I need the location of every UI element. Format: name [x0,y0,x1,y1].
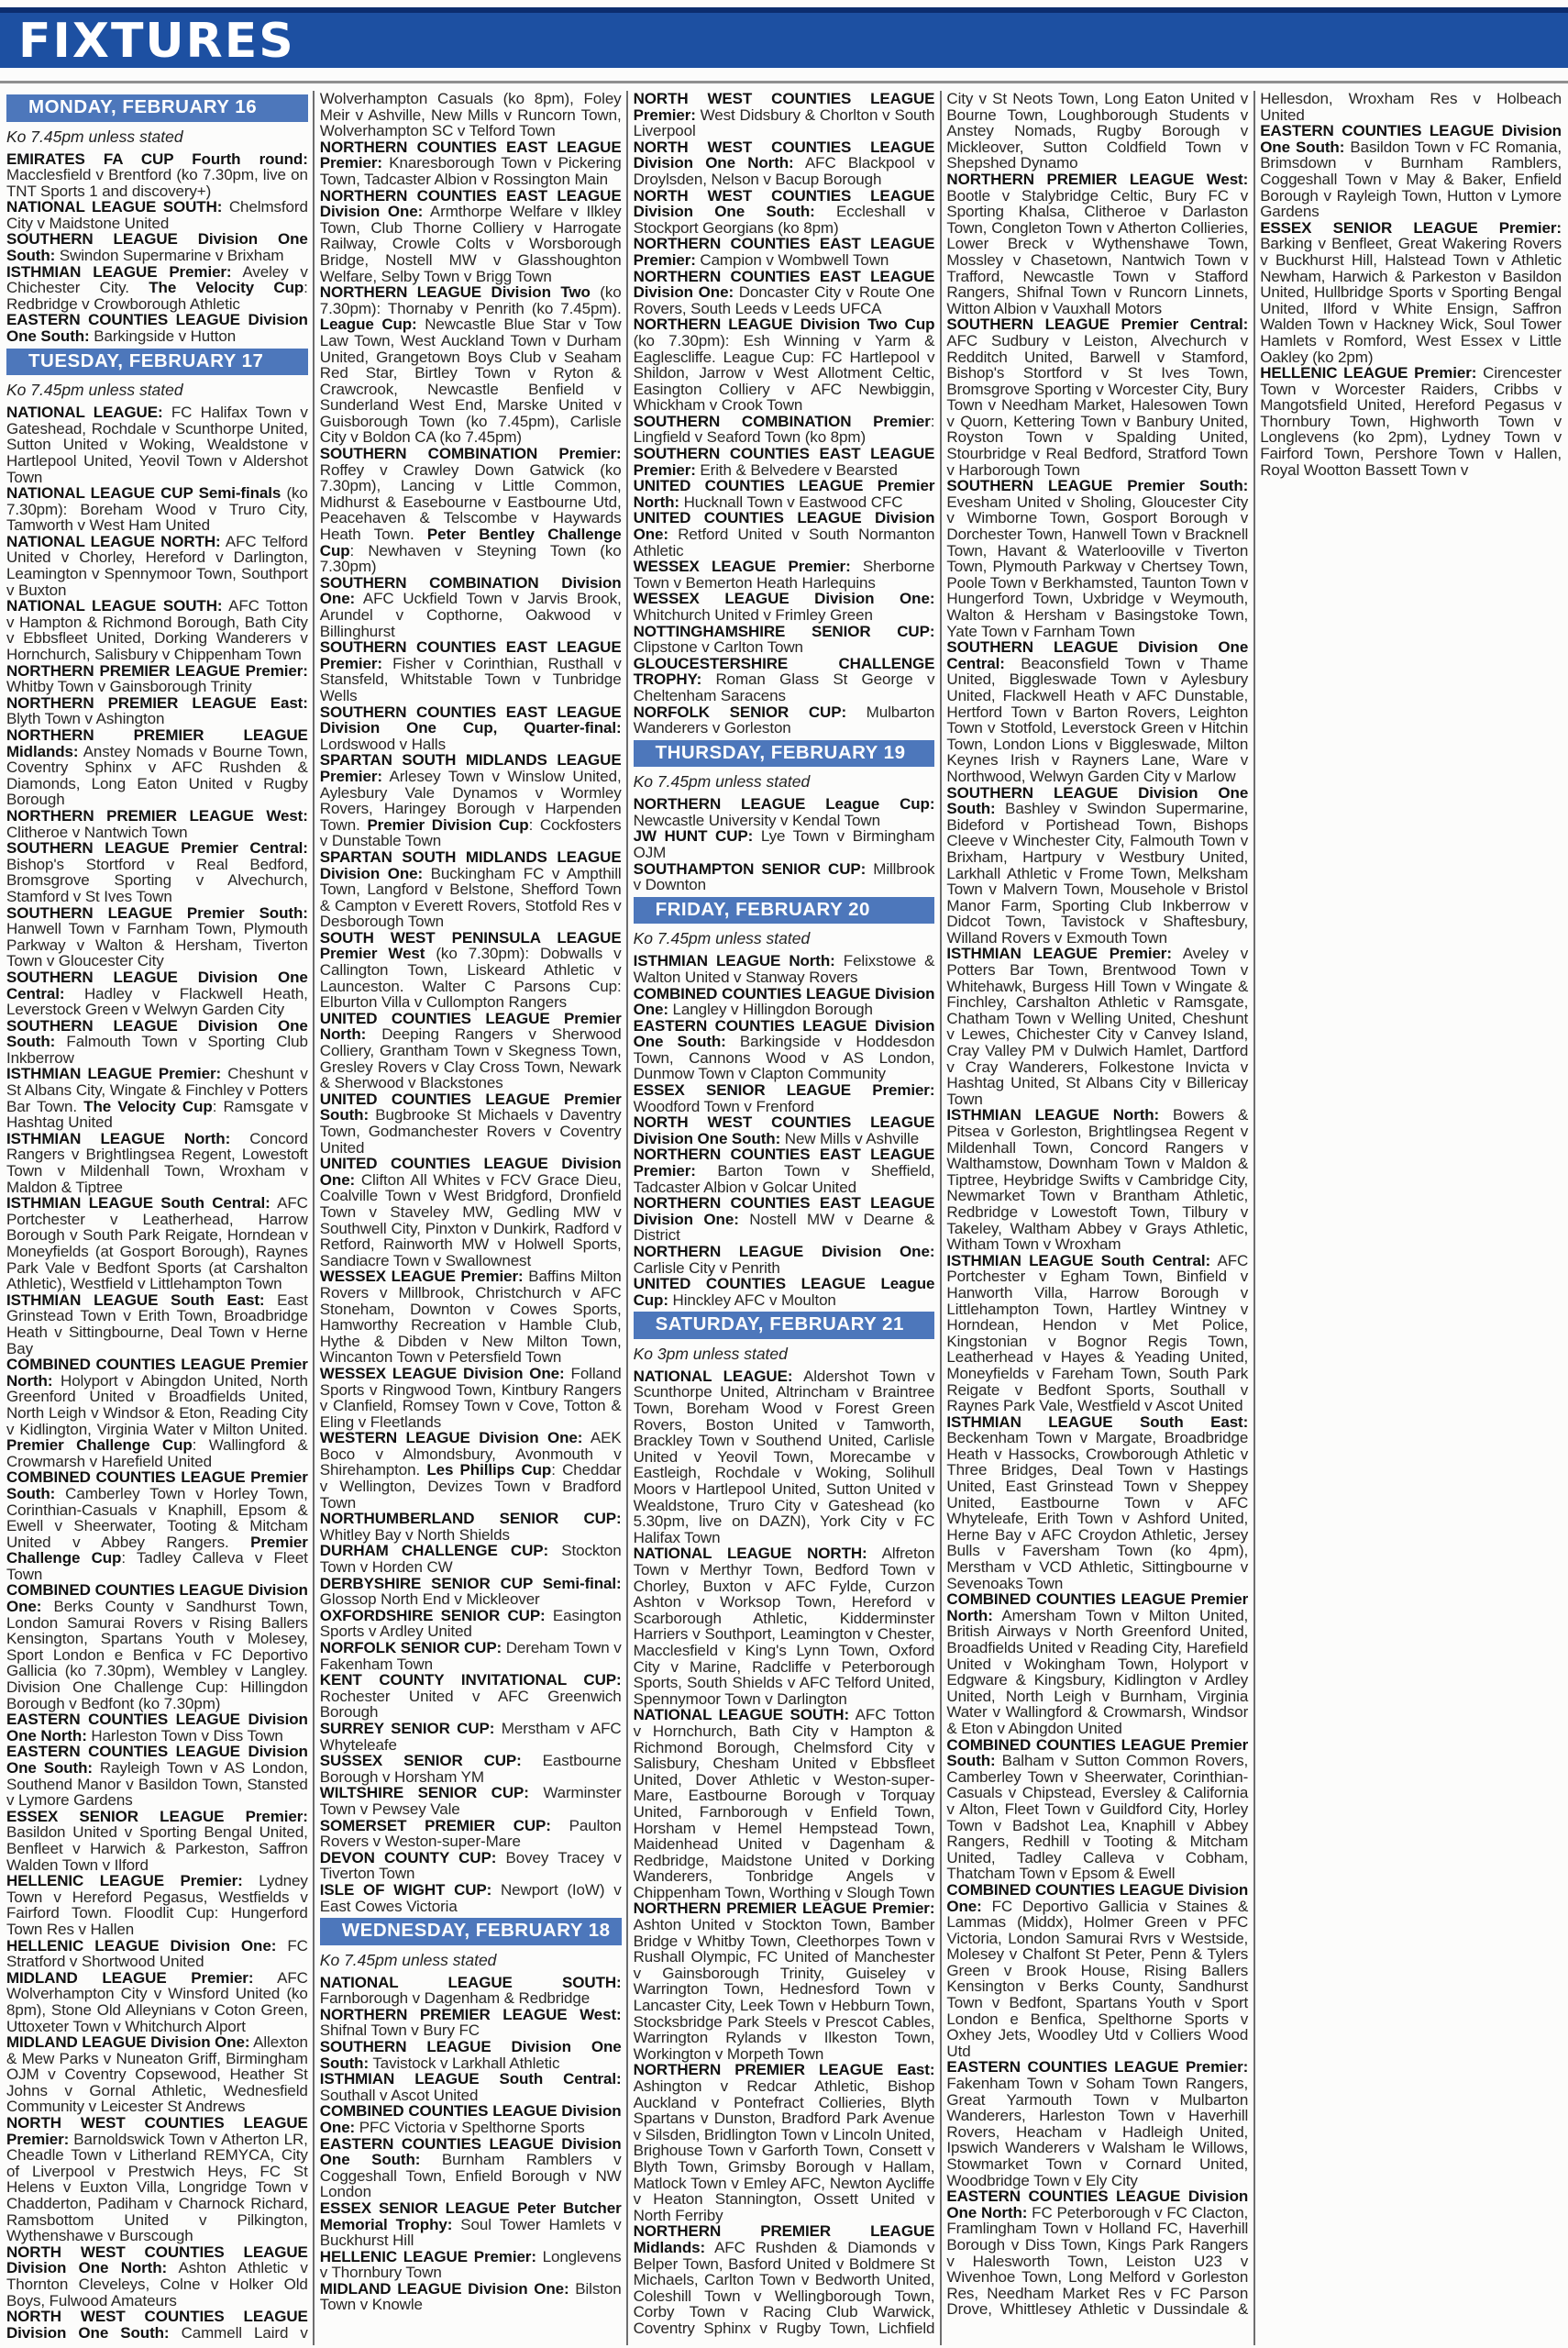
fixture-entry: SOUTHERN LEAGUE Division One South: Falmouth Town v Sporting Club Inkberrow [6,1016,308,1067]
fixture-entry: NORTHERN PREMIER LEAGUE Premier: Ashton United v Stockton Town, Bamber Bridge v Whitby Town, Cleethorpes Town v Rushall Olympic, FC United of Manchester v Gainsborough Trinity, Guiseley v Warrington Town, Hednesford Town v Lancaster City, Leek Town v Hebburn Town, Stocksbridge Park Steels v Prescot Cables, Warrington Rylands v Ilkeston Town, Workington v Morpeth Town [633,1899,935,2063]
fixture-entry: SOUTHERN LEAGUE Division One South: Bashley v Swindon Supermarine, Bideford v Portishead Town, Bishops Cleeve v Winchester City, Falmouth Town v Brixham, Hartpury v Westbury United, Larkhall Athletic v Frome Town, Melksham Town v Malvern Town, Mousehole v Bristol Manor Farm, Sporting Club Inkberrow v Didcot Town, Tavistock v Shaftesbury, Willand Rovers v Exmouth Town [946,783,1249,947]
fixture-entry: SOUTHERN COUNTIES EAST LEAGUE Premier: Fisher v Corinthian, Rusthall v Stansfeld, Whitstable Town v Tunbridge Wells [319,638,622,704]
league-label: NORTHERN COUNTIES EAST LEAGUE Division One: [633,267,935,302]
fixture-entry: UNITED COUNTIES LEAGUE Premier South: Bugbrooke St Michaels v Daventry Town, Godmanchester Rovers v Coventry United [319,1090,622,1157]
fixture-entry: COMBINED COUNTIES LEAGUE Division One: PFC Victoria v Spelthorne Sports [319,2102,622,2136]
fixture-entry: NORTHERN LEAGUE Division Two (ko 7.30pm): Thornaby v Penrith (ko 7.45pm). League Cup: Newcastle Blue Star v Tow Law Town, West Auckland Town v Durham United, Grangetown Boys Club v Seaham Red Star, Birtley Town v Ryton & Crawcrook, Newcastle Benfield v Sunderland West End, Marske United v Guisborough Town (ko 7.45pm), Carlisle City v Boldon CA (ko 7.45pm) [319,283,622,447]
fixture-entry: NORTH WEST COUNTIES LEAGUE Division One South: New Mills v Ashville [633,1113,935,1147]
league-label: UNITED COUNTIES LEAGUE Premier North: [633,477,935,511]
league-label: ESSEX SENIOR LEAGUE Premier: [6,1807,308,1825]
league-label: UNITED COUNTIES LEAGUE Division One: [633,509,935,544]
league-label: COMBINED COUNTIES LEAGUE Division One: [319,2102,622,2136]
date-header: WEDNESDAY, FEBRUARY 18 [320,1918,622,1945]
fixture-entry: NATIONAL LEAGUE SOUTH: AFC Totton v Hornchurch, Bath City v Hampton & Richmond Borough, Chelmsford City v Salisbury, Chesham United v Ebbsfleet United, Dover Athletic v Weston-super-Mare, Eastbourne Borough v Torquay United, Farnborough v Enfield Town, Horsham v Hemel Hempstead Town, Maidenhead United v Dagenham & Redbridge, Maidstone United v Dorking Wanderers, Tonbridge Angels v Chippenham Town, Worthing v Slough Town [633,1706,935,1901]
fixture-entry: ISTHMIAN LEAGUE Premier: Aveley v Potters Bar Town, Brentwood Town v Whitehawk, Burgess Hill Town v Wingate & Finchley, Carshalton Athletic v Ramsgate, Chatham Town v Welling United, Cheshunt v Lewes, Chichester City v Canvey Island, Cray Valley PM v Dulwich Hamlet, Dartford v Cray Wanderers, Folkestone Invicta v Hashtag United, St Albans City v Billericay Town [946,945,1249,1108]
league-label: JW HUNT CUP: [633,827,754,846]
fixture-entry: MIDLAND LEAGUE Division One: Bilston Town v Knowle [319,2279,622,2314]
fixture-entry: KENT COUNTY INVITATIONAL CUP: Rochester United v AFC Greenwich Borough [319,1671,622,1722]
fixture-entry: NORTHERN LEAGUE Division One: Carlisle City v Penrith [633,1243,935,1277]
league-label: EASTERN COUNTIES LEAGUE Division One North: [946,2187,1249,2221]
league-label: The Velocity Cup [83,1097,213,1115]
league-label: SOUTHERN COUNTIES EAST LEAGUE Premier: [319,638,622,672]
league-label: WESSEX LEAGUE Division One: [319,1364,565,1382]
league-label: SOUTHERN LEAGUE Premier Central: [946,316,1249,334]
league-label: MIDLAND LEAGUE Division One: [319,2279,569,2298]
league-label: ISTHMIAN LEAGUE Premier: [946,945,1172,963]
league-label: ISTHMIAN LEAGUE Premier: [6,1065,222,1083]
league-label: UNITED COUNTIES LEAGUE Premier South: [319,1090,622,1124]
fixture-entry: NORTH WEST COUNTIES LEAGUE Division One North: Ashton Athletic v Thornton Cleveleys, Colne v Holker Old Boys, Fulwood Amateurs [6,2243,308,2309]
fixture-entry: NORTHERN PREMIER LEAGUE West: Bootle v Stalybridge Celtic, Bury FC v Sporting Khalsa, Clitheroe v Darlaston Town, Congleton Town v Atherton Collieries, Lower Breck v Wythenshawe Town, Mossley v Chasetown, Nantwich Town v Trafford, Newcastle Town v Stafford Rangers, Shifnal Town v Runcorn Linnets, Witton Albion v Vauxhall Motors [946,170,1249,317]
fixture-entry: NOTTINGHAMSHIRE SENIOR CUP: Clipstone v Carlton Town [633,622,935,657]
fixture-entry: MIDLAND LEAGUE Premier: AFC Wolverhampton City v Winsford United (ko 8pm), Stone Old Alleynians v Coton Green, Uttoxeter Town v Whitchurch Alport [6,1968,308,2035]
date-header: SATURDAY, FEBRUARY 21 [634,1312,935,1339]
league-label: League Cup: [319,316,417,334]
league-label: WILTSHIRE SENIOR CUP: [319,1784,529,1802]
fixture-entry: GLOUCESTERSHIRE CHALLENGE TROPHY: Roman Glass St George v Cheltenham Saracens [633,654,935,704]
league-label: EASTERN COUNTIES LEAGUE Division One South: [6,1743,308,1777]
league-label: EASTERN COUNTIES LEAGUE Division One South: [1260,122,1562,156]
fixture-entry: WESSEX LEAGUE Premier: Sherborne Town v Bemerton Heath Harlequins [633,558,935,592]
league-label: SOUTHERN COUNTIES EAST LEAGUE Division One Cup, Quarter-final: [319,703,622,737]
league-label: NORTHERN PREMIER LEAGUE Premier: [6,661,308,680]
fixture-entry: ISTHMIAN LEAGUE South East: East Grinstead Town v Erith Town, Broadbridge Heath v Sittingbourne, Deal Town v Herne Bay [6,1290,308,1357]
fixture-entry: UNITED COUNTIES LEAGUE Division One: Retford United v South Normanton Athletic [633,509,935,559]
league-label: Les Phillips Cup [426,1461,552,1479]
league-label: EASTERN COUNTIES LEAGUE Division One South: [6,311,308,346]
league-label: NORTH WEST COUNTIES LEAGUE Division One South: [633,186,935,221]
league-label: NOTTINGHAMSHIRE SENIOR CUP: [633,622,935,640]
fixture-entry: JW HUNT CUP: Lye Town v Birmingham OJM [633,827,935,862]
league-label: ISTHMIAN LEAGUE South Central: [319,2070,622,2088]
kickoff-note: Ko 7.45pm unless stated [633,772,811,792]
league-label: COMBINED COUNTIES LEAGUE Premier South: [6,1468,308,1502]
league-label: WESSEX LEAGUE Premier: [319,1268,524,1286]
league-label: NORTHERN PREMIER LEAGUE West: [946,170,1249,188]
league-label: SOUTHERN COMBINATION Premier: [319,445,622,463]
league-label: DERBYSHIRE SENIOR CUP Semi-final: [319,1574,622,1592]
fixture-entry: WESSEX LEAGUE Division One: Whitchurch United v Frimley Green [633,590,935,624]
league-label: WESTERN LEAGUE Division One: [319,1429,583,1447]
fixture-entry: NORTHERN PREMIER LEAGUE East: Ashington v Redcar Athletic, Bishop Auckland v Pontefract Collieries, Blyth Spartans v Dunston, Bradford Park Avenue v Silsden, Bridlington Town v Lincoln United, Brighouse Town v Garforth Town, Consett v Blyth Town, Grimsby Borough v Hallam, Matlock Town v Emley AFC, Newton Aycliffe v Heaton Stannington, Ossett United v North Ferriby [633,2061,935,2224]
fixture-entry: SOUTHERN LEAGUE Premier South: Evesham United v Sholing, Gloucester City v Wimborne Town, Gosport Borough v Dorchester Town, Hanwell Town v Bracknell Town, Havant & Waterlooville v Tiverton Town, Plymouth Parkway v Chertsey Town, Poole Town v Berkhamsted, Taunton Town v Hungerford Town, Uxbridge v Weymouth, Walton & Hersham v Basingstoke Town, Yate Town v Farnham Town [946,477,1249,640]
fixture-entry: COMBINED COUNTIES LEAGUE Premier South: Camberley Town v Horley Town, Corinthian-Casuals v Knaphill, Epsom & Ewell v Sheerwater, Tooting & Mitcham United v Abbey Rangers. Premier Challenge Cup: Tadley Calleva v Fleet Town [6,1468,308,1583]
league-label: The Velocity Cup [149,279,304,297]
league-label: NORTHERN LEAGUE Division Two [319,283,591,302]
league-label: NATIONAL LEAGUE SOUTH: [319,1973,622,1991]
league-label: NORTHERN PREMIER LEAGUE East: [6,693,308,712]
league-label: EMIRATES FA CUP Fourth round: [6,150,308,168]
league-label: SURREY SENIOR CUP: [319,1719,495,1737]
fixture-entry: DEVON COUNTY CUP: Bovey Tracey v Tiverton Town [319,1848,622,1883]
fixture-entry: NORTHERN COUNTIES EAST LEAGUE Premier: Campion v Wombwell Town [633,235,935,269]
league-label: SOUTHERN COMBINATION Division One: [319,573,622,608]
fixture-entry: NATIONAL LEAGUE NORTH: AFC Telford United v Chorley, Hereford v Darlington, Leamington v Spennymoor Town, Southport v Buxton [6,532,308,599]
league-label: NORFOLK SENIOR CUP: [319,1639,502,1656]
league-label: NORTH WEST COUNTIES LEAGUE Division One North: [6,2243,308,2277]
fixture-entry: SURREY SENIOR CUP: Merstham v AFC Whyteleafe [319,1719,622,1754]
fixtures-banner [0,7,1568,68]
league-label: COMBINED COUNTIES LEAGUE Division One: [6,1581,308,1616]
league-label: DURHAM CHALLENGE CUP: [319,1542,549,1560]
league-label: SOUTHERN LEAGUE Premier South: [6,903,308,922]
league-label: ISTHMIAN LEAGUE South East: [946,1412,1249,1431]
league-label: NATIONAL LEAGUE SOUTH: [633,1706,850,1724]
league-label: NORTHERN PREMIER LEAGUE West: [319,2005,622,2023]
league-label: MIDLAND LEAGUE Division One: [6,2033,250,2052]
fixture-entry: EASTERN COUNTIES LEAGUE Division One North: Harleston Town v Diss Town [6,1711,308,1744]
league-label: MIDLAND LEAGUE Premier: [6,1968,254,1987]
league-label: NATIONAL LEAGUE SOUTH: [6,198,223,216]
fixture-entry: UNITED COUNTIES LEAGUE Premier North: Hucknall Town v Eastwood CFC [633,477,935,511]
league-label: HELLENIC LEAGUE Division One: [6,1936,277,1955]
league-label: ISTHMIAN LEAGUE South Central: [6,1194,271,1213]
fixture-entry: NORTHERN COUNTIES EAST LEAGUE Division One: Armthorpe Welfare v Ilkley Town, Club Thorne Colliery v Harrogate Railway, Crowle Colts v Worsborough Bridge, Nostell MW v Glasshoughton Welfare, Selby Town v Brigg Town [319,186,622,285]
league-label: COMBINED COUNTIES LEAGUE Premier South: [946,1735,1249,1770]
fixture-entry: SUSSEX SENIOR CUP: Eastbourne Borough v Horsham YM [319,1752,622,1786]
fixture-entry: NORTHERN LEAGUE League Cup: Newcastle University v Kendal Town [633,795,935,829]
fixture-entry: SPARTAN SOUTH MIDLANDS LEAGUE Division One: Buckingham FC v Ampthill Town, Langford v Belstone, Shefford Town & Campton v Everett Rovers, Stotfold Res v Desborough Town [319,847,622,931]
fixture-entry: ISTHMIAN LEAGUE South Central: AFC Portchester v Egham Town, Binfield v Hanworth Villa, Harrow Borough v Littlehampton Town, Hartley Wintney v Horndean, Hendon v Met Police, Kingstonian v Bognor Regis Town, Leatherhead v Hayes & Yeading United, Moneyfields v Fareham Town, South Park Reigate v Bedfont Sports, Southall v Raynes Park Vale, Westfield v Ascot United [946,1251,1249,1415]
league-label: NORTH WEST COUNTIES LEAGUE Premier: [6,2114,308,2148]
fixture-entry: HELLENIC LEAGUE Premier: Cirencester Town v Worcester Raiders, Cribbs v Mangotsfield United, Hereford Pegasus v Thornbury Town, Highworth Town v Longlevens (ko 2pm), Lydney Town v Fairford Town, Pershore Town v Hallen, Royal Wootton Bassett Town v [1260,364,1562,479]
league-label: NATIONAL LEAGUE NORTH: [6,532,221,550]
league-label: NORTH WEST COUNTIES LEAGUE Division One South: [633,1113,935,1147]
fixture-entry: NORTHERN PREMIER LEAGUE East: Blyth Town v Ashington [6,693,308,728]
fixture-entry: HELLENIC LEAGUE Premier: Lydney Town v Hereford Pegasus, Westfields v Fairford Town. Floodlit Cup: Hungerford Town Res v Hallen [6,1872,308,1938]
league-label: SOUTHERN LEAGUE Division One South: [6,230,308,265]
league-label: HELLENIC LEAGUE Premier: [319,2247,536,2265]
fixture-entry: NORTHERN LEAGUE Division Two Cup (ko 7.30pm): Esh Winning v Yarm & Eaglescliffe. League Cup: FC Hartlepool v Shildon, Jarrow v West Allotment Celtic, Easington Colliery v AFC Newbiggin, Whickham v Crook Town [633,316,935,415]
league-label: NORTHERN LEAGUE Division Two Cup [633,316,935,334]
league-label: EASTERN COUNTIES LEAGUE Premier: [946,2058,1249,2077]
league-label: EASTERN COUNTIES LEAGUE Division One South: [633,1016,935,1051]
league-label: KENT COUNTY INVITATIONAL CUP: [319,1671,622,1689]
fixture-entry: SOUTHERN COUNTIES EAST LEAGUE Division One Cup, Quarter-final: Lordswood v Halls [319,703,622,753]
fixture-entry: ESSEX SENIOR LEAGUE Premier: Barking v Benfleet, Great Wakering Rovers v Buckhurst Hill, Halstead Town v Athletic Newham, Harwich & Parkeston v Basildon United, Hullbridge Sports v Sporting Bengal United, Ilford v White Ensign, Saffron Walden Town v Hackney Wick, Soul Tower Hamlets v Romford, West Essex v Little Oakley (ko 2pm) [1260,218,1562,366]
fixture-entry: ESSEX SENIOR LEAGUE Premier: Woodford Town v Frenford [633,1081,935,1115]
fixture-entry: WESSEX LEAGUE Division One: Folland Sports v Ringwood Town, Kintbury Rangers v Clanfield, Romsey Town v Cove, Totton & Eling v Fleetlands [319,1364,622,1431]
fixture-entry: NORTHERN PREMIER LEAGUE Midlands: Anstey Nomads v Bourne Town, Coventry Sphinx v AFC Rushden & Diamonds, Long Eaton United v Rugby Borough [6,726,308,809]
league-label: SOUTHERN LEAGUE Division One South: [319,2037,622,2072]
fixture-entry: COMBINED COUNTIES LEAGUE Division One: Langley v Hillingdon Borough [633,984,935,1019]
league-label: SOUTHERN COUNTIES EAST LEAGUE Premier: [633,445,935,479]
league-label: NORTHERN COUNTIES EAST LEAGUE Division One: [633,1194,935,1228]
league-label: HELLENIC LEAGUE Premier: [1260,364,1477,382]
fixture-entry: NATIONAL LEAGUE CUP Semi-finals (ko 7.30pm): Boreham Wood v Truro City, Tamworth v West Ham United [6,484,308,535]
fixture-entry: SPARTAN SOUTH MIDLANDS LEAGUE Premier: Arlesey Town v Winslow United, Aylesbury Vale Dynamos v Wormley Rovers, Haringey Borough v Harpenden Town. Premier Division Cup: Cockfosters v Dunstable Town [319,751,622,850]
date-header: THURSDAY, FEBRUARY 19 [634,740,935,768]
fixture-entry: NORTH WEST COUNTIES LEAGUE Premier: Barnoldswick Town v Atherton LR, Cheadle Town v Litherland REMYCA, City of Liverpool v Prestwich Heys, FC St Helens v Euxton Villa, Longridge Town v Chadderton, Padiham v Charnock Richard, Ramsbottom United v Pilkington, Wythenshawe v Burscough [6,2114,308,2245]
fixture-entry: DURHAM CHALLENGE CUP: Stockton Town v Horden CW [319,1542,622,1577]
league-label: Premier Challenge Cup [6,1436,193,1455]
fixture-entry: EMIRATES FA CUP Fourth round: Macclesfield v Brentford (ko 7.30pm, live on TNT Sports 1 and discovery+) [6,150,308,200]
fixture-entry: NORTH WEST COUNTIES LEAGUE Division One South: Cammell Laird v Wolverhampton Casuals (ko 8pm), Foley Meir v Ashville, New Mills v Runcorn Town, Wolverhampton SC v Telford Town [6,91,622,2342]
fixture-entry: EASTERN COUNTIES LEAGUE Premier: Fakenham Town v Soham Town Rangers, Great Yarmouth Town v Mulbarton Wanderers, Harleston Town v Haverhill Rovers, Heacham v Hadleigh United, Ipswich Wanderers v Walsham le Willows, Stowmarket Town v Cornard United, Woodbridge Town v Ely City [946,2058,1249,2189]
fixture-entry: EASTERN COUNTIES LEAGUE Division One North: FC Peterborough v FC Clacton, Framlingham Town v Holland FC, Haverhill Borough v Diss Town, Kings Park Rangers v Halesworth Town, Leiston U23 v Wivenhoe Town, Long Melford v Gorleston Res, Needham Market Res v FC Parson Drove, Whittlesey Athletic v Dussindale & Hellesdon, Wroxham Res v Holbeach United [946,91,1562,2319]
fixture-entry: NORTHUMBERLAND SENIOR CUP: Whitley Bay v North Shields [319,1510,622,1544]
fixture-entry: NORTHERN COUNTIES EAST LEAGUE Premier: Knaresborough Town v Pickering Town, Tadcaster Albion v Rossington Main [319,138,622,188]
fixture-entry: NORTHERN COUNTIES EAST LEAGUE Premier: Barton Town v Sheffield, Tadcaster Albion v Golcar United [633,1146,935,1196]
league-label: NATIONAL LEAGUE CUP Semi-finals [6,484,282,503]
fixture-entry: NORTH WEST COUNTIES LEAGUE Division One South: Eccleshall v Stockport Georgians (ko 8pm) [633,186,935,237]
fixture-entry: UNITED COUNTIES LEAGUE Division One: Clifton All Whites v FCV Grace Dieu, Coalville Town v West Bridgford, Dronfield Town v Staveley MW, Gedling MW v Southwell City, Pinxton v Dunkirk, Radford v Retford, Rainworth MW v Holwell Sports, Sandiacre Town v Swallownest [319,1155,622,1269]
league-label: ESSEX SENIOR LEAGUE Peter Butcher Memorial Trophy: [319,2198,622,2233]
kickoff-note: Ko 7.45pm unless stated [633,929,811,948]
fixture-entry: ESSEX SENIOR LEAGUE Peter Butcher Memorial Trophy: Soul Tower Hamlets v Buckhurst Hill [319,2198,622,2250]
fixture-entry: HELLENIC LEAGUE Premier: Longlevens v Thornbury Town [319,2247,622,2282]
league-label: EASTERN COUNTIES LEAGUE Division One North: [6,1711,308,1744]
league-label: NATIONAL LEAGUE: [633,1367,793,1385]
league-label: UNITED COUNTIES LEAGUE League Cup: [633,1275,935,1309]
league-label: COMBINED COUNTIES LEAGUE Premier North: [6,1356,308,1390]
league-label: SOUTHERN LEAGUE Division One Central: [6,968,308,1002]
fixture-entry: COMBINED COUNTIES LEAGUE Division One: Berks County v Sandhurst Town, London Samurai Rovers v Rising Ballers Kensington, Spartans Youth v Molesey, Sport London e Benfica v FC Deportivo Gallicia (ko 7.30pm), Wembley v Langley. Division One Challenge Cup: Hillingdon Borough v Bedfont (ko 7.30pm) [6,1581,308,1712]
league-label: ISTHMIAN LEAGUE South East: [6,1290,265,1309]
fixture-entry: COMBINED COUNTIES LEAGUE Division One: FC Deportivo Gallicia v Staines & Lammas (Middx), Holmer Green v PFC Victoria, London Samurai Rvrs v Westside, Molesey v Chalfont St Peter, Penn & Tylers Green v Brook House, Rising Ballers Kensington v Berks County, Sandhurst Town v Bedfont, Spartans Youth v Sport London e Benfica, Spelthorne Sports v Oxhey Jets, Woodley Utd v Colliers Wood Utd [946,1880,1249,2060]
fixture-entry: SOUTHERN LEAGUE Division One South: Tavistock v Larkhall Athletic [319,2037,622,2072]
fixture-entry: NORTHERN PREMIER LEAGUE Premier: Whitby Town v Gainsborough Trinity [6,661,308,696]
league-label: ESSEX SENIOR LEAGUE Premier: [633,1081,935,1100]
league-label: ISTHMIAN LEAGUE North: [633,952,835,970]
date-header: FRIDAY, FEBRUARY 20 [634,897,935,925]
fixture-entry: NATIONAL LEAGUE SOUTH: AFC Totton v Hampton & Richmond Borough, Bath City v Ebbsfleet United, Dorking Wanderers v Hornchurch, Salisbury v Chippenham Town [6,597,308,664]
fixture-entry: NORTHERN PREMIER LEAGUE Midlands: AFC Rushden & Diamonds v Belper Town, Basford United v Boldmere St Michaels, Carlton Town v Bedworth United, Coleshill Town v Wellingborough Town, Corby Town v Racing Club Warwick, Coventry Sphinx v Rugby Town, Lichfield City v St Neots Town, Long Eaton United v Bourne Town, Loughborough Students v Anstey Nomads, Rugby Borough v Mickleover, Sutton Coldfield Town v Shepshed Dynamo [633,91,1249,2337]
kickoff-note: Ko 7.45pm unless stated [6,127,183,146]
fixture-entry: COMBINED COUNTIES LEAGUE Premier South: Balham v Sutton Common Rovers, Camberley Town v Sheerwater, Corinthian-Casuals v Chipstead, Eversley & California v Alton, Fleet Town v Guildford City, Horley Town v Badshot Lea, Knaphill v Abbey Rangers, Redhill v Tooting & Mitcham United, Tadley Calleva v Cobham, Thatcham Town v Epsom & Ewell [946,1735,1249,1883]
fixture-entry: NORFOLK SENIOR CUP: Mulbarton Wanderers v Gorleston [633,703,935,737]
league-label: NORTHERN COUNTIES EAST LEAGUE Premier: [633,235,935,269]
fixture-entry: SOUTHERN COMBINATION Division One: AFC Uckfield Town v Jarvis Brook, Arundel v Copthorne, Oakwood v Billinghurst [319,573,622,640]
fixture-entry: SOUTHERN COMBINATION Premier: Lingfield v Seaford Town (ko 8pm) [633,412,935,447]
fixture-entry: NATIONAL LEAGUE SOUTH: Farnborough v Dagenham & Redbridge [319,1973,622,2008]
league-label: ISTHMIAN LEAGUE Premier: [6,262,232,281]
fixture-entry: NORTHERN COUNTIES EAST LEAGUE Division One: Nostell MW v Dearne & District [633,1194,935,1245]
fixture-entry: SOUTHERN LEAGUE Premier South: Hanwell Town v Farnham Town, Plymouth Parkway v Walton & Hersham, Tiverton Town v Gloucester City [6,903,308,970]
fixture-entry: SOUTHERN COMBINATION Premier: Roffey v Crawley Down Gatwick (ko 7.30pm), Lancing v Little Common, Midhurst & Easebourne v Eastbourne Utd, Peacehaven & Telscombe v Haywards Heath Town. Peter Bentley Challenge Cup: Newhaven v Steyning Town (ko 7.30pm) [319,445,622,576]
fixture-entry: MIDLAND LEAGUE Division One: Allexton & Mew Parks v Nuneaton Griff, Birmingham OJM v Coventry Copsewood, Heather St Johns v Gornal Athletic, Wednesfield Community v Leicester St Andrews [6,2033,308,2116]
fixture-entry: ISTHMIAN LEAGUE North: Concord Rangers v Brightlingsea Regent, Lowestoft Town v Mildenhall Town, Wroxham v Maldon & Tiptree [6,1129,308,1196]
fixture-entry: SOUTH WEST PENINSULA LEAGUE Premier West (ko 7.30pm): Dobwalls v Callington Town, Liskeard Athletic v Launceston. Walter C Parsons Cup: Elburton Villa v Cullompton Rangers [319,928,622,1012]
league-label: NATIONAL LEAGUE NORTH: [633,1545,867,1563]
fixture-entry: EASTERN COUNTIES LEAGUE Division One South: Barkingside v Hoddesdon Town, Cannons Wood v AS London, Dunmow Town v Clapton Community [633,1016,935,1083]
fixture-entry: WESSEX LEAGUE Premier: Baffins Milton Rovers v Millbrook, Christchurch v AFC Stoneham, Downton v Cowes Sports, Hamworthy Recreation v Hamble Club, Hythe & Dibden v New Milton Town, Wincanton Town v Petersfield Town [319,1268,622,1367]
league-label: SPARTAN SOUTH MIDLANDS LEAGUE Division One: [319,847,622,882]
league-label: ISLE OF WIGHT CUP: [319,1880,492,1899]
league-label: Peter Bentley Challenge Cup [319,526,622,559]
fixture-entry: SOMERSET PREMIER CUP: Paulton Rovers v Weston-super-Mare [319,1816,622,1851]
league-label: NORTHERN COUNTIES EAST LEAGUE Premier: [319,138,622,172]
league-label: DEVON COUNTY CUP: [319,1848,497,1866]
fixture-entry: EASTERN COUNTIES LEAGUE Division One South: Basildon Town v FC Romania, Brimsdown v Burnham Ramblers, Coggeshall Town v May & Baker, Enfield Borough v Rayleigh Town, Hutton v Lymore Gardens [1260,122,1562,221]
date-header: TUESDAY, FEBRUARY 17 [6,349,308,376]
fixture-entry: SOUTHERN LEAGUE Premier Central: Bishop's Stortford v Real Bedford, Bromsgrove Sporting v Alvechurch, Stamford v St Ives Town [6,839,308,905]
league-label: EASTERN COUNTIES LEAGUE Division One South: [319,2134,622,2169]
league-label: NORTHERN PREMIER LEAGUE West: [6,806,308,825]
league-label: Premier Division Cup [367,815,529,834]
league-label: NORTH WEST COUNTIES LEAGUE Division One South: [6,2308,308,2342]
fixture-entry: ISTHMIAN LEAGUE South Central: AFC Portchester v Leatherhead, Harrow Borough v South Park Reigate, Horndean v Moneyfields (at Gosport Borough), Raynes Park Vale v Bedfont Sports (at Carshalton Athletic), Westfield v Littlehampton Town [6,1194,308,1293]
league-label: NATIONAL LEAGUE: [6,404,163,422]
league-label: SOUTHERN LEAGUE Division One South: [6,1016,308,1051]
fixture-entry: ISTHMIAN LEAGUE North: Bowers & Pitsea v Gorleston, Brightlingsea Regent v Mildenhall Town, Concord Rangers v Walthamstow, Downham Town v Maldon & Tiptree, Heybridge Swifts v Cambridge City, Newmarket Town v Brantham Athletic, Redbridge v Lowestoft Town, Tilbury v Takeley, Waltham Abbey v Grays Athletic, Witham Town v Wroxham [946,1106,1249,1254]
fixture-entry: NATIONAL LEAGUE: Aldershot Town v Scunthorpe United, Altrincham v Braintree Town, Boreham Wood v Forest Green Rovers, Boston United v Tamworth, Brackley Town v Southend United, Carlisle United v Yeovil Town, Morecambe v Eastleigh, Rochdale v Woking, Solihull Moors v Hartlepool United, Sutton United v Wealdstone, Truro City v Gateshead (ko 5.30pm, live on DAZN), York City v FC Halifax Town [633,1367,935,1546]
league-label: SOUTH WEST PENINSULA LEAGUE Premier West [319,928,622,963]
league-label: SOUTHERN LEAGUE Division One South: [946,783,1249,818]
fixture-entry: EASTERN COUNTIES LEAGUE Division One South: Rayleigh Town v AS London, Southend Manor v Basildon Town, Stansted v Lymore Gardens [6,1743,308,1810]
league-label: NORTHERN PREMIER LEAGUE Midlands: [633,2222,935,2256]
page-title: FIXTURES [18,14,295,69]
fixture-entry: DERBYSHIRE SENIOR CUP Semi-final: Glossop North End v Mickleover [319,1574,622,1609]
league-label: GLOUCESTERSHIRE CHALLENGE TROPHY: [633,654,935,689]
league-label: NORTHUMBERLAND SENIOR CUP: [319,1510,622,1528]
fixtures-columns [6,91,1562,2345]
header-divider [0,81,1568,83]
league-label: SOUTHAMPTON SENIOR CUP: [633,859,867,878]
league-label: NATIONAL LEAGUE SOUTH: [6,597,223,615]
league-label: NORTHERN PREMIER LEAGUE Midlands: [6,726,308,760]
fixture-entry: NORTH WEST COUNTIES LEAGUE Premier: West Didsbury & Chorlton v South Liverpool [633,91,935,140]
fixture-entry: UNITED COUNTIES LEAGUE Premier North: Deeping Rangers v Sherwood Colliery, Grantham Town v Skegness Town, Gresley Rovers v Clay Cross Town, Newark & Sherwood v Blackstones [319,1009,622,1092]
fixture-entry: NATIONAL LEAGUE NORTH: Alfreton Town v Merthyr Town, Bedford Town v Chorley, Buxton v AFC Fylde, Curzon Ashton v Worksop Town, Hereford v Scarborough Athletic, Kidderminster Harriers v Southport, Leamington v Chester, Macclesfield v King's Lynn Town, Oxford City v Marine, Radcliffe v Peterborough Sports, South Shields v AFC Telford United, Spennymoor Town v Darlington [633,1545,935,1708]
league-label: OXFORDSHIRE SENIOR CUP: [319,1606,546,1624]
league-label: SOUTHERN LEAGUE Premier Central: [6,839,308,858]
fixture-entry: COMBINED COUNTIES LEAGUE Premier North: Amersham Town v Milton United, British Airways v North Greenford United, Broadfields United v Reading City, Harefield United v Wokingham Town, Holyport v Edgware & Kingsbury, Kidlington v Ardley United, North Leigh v Burnham, Virginia Water v Wallingford & Crowmarsh, Windsor & Eton v Abingdon United [946,1590,1249,1737]
league-label: NORTHERN COUNTIES EAST LEAGUE Division One: [319,186,622,221]
league-label: COMBINED COUNTIES LEAGUE Premier North: [946,1590,1249,1624]
fixture-entry: NORTHERN COUNTIES EAST LEAGUE Division One: Doncaster City v Route One Rovers, South Leeds v Leeds UFCA [633,267,935,317]
fixture-entry: NORFOLK SENIOR CUP: Dereham Town v Fakenham Town [319,1639,622,1673]
league-label: ISTHMIAN LEAGUE South Central: [946,1251,1211,1269]
fixture-entry: ESSEX SENIOR LEAGUE Premier: Basildon United v Sporting Bengal United, Benfleet v Harwich & Parkeston, Saffron Walden Town v Ilford [6,1807,308,1874]
league-label: NORTHERN LEAGUE League Cup: [633,795,935,814]
league-label: NORTHERN COUNTIES EAST LEAGUE Premier: [633,1146,935,1180]
league-label: ISTHMIAN LEAGUE North: [6,1129,231,1147]
fixture-entry: ISTHMIAN LEAGUE North: Felixstowe & Walton United v Stanway Rovers [633,952,935,986]
league-label: ESSEX SENIOR LEAGUE Premier: [1260,218,1562,237]
fixture-entry: SOUTHERN LEAGUE Premier Central: AFC Sudbury v Leiston, Alvechurch v Redditch United, Barwell v Stamford, Bishop's Stortford v St Ives Town, Bromsgrove Sporting v Worcester City, Bury Town v Needham Market, Halesowen Town v Quorn, Kettering Town v Banbury United, Royston Town v Spalding United, Stourbridge v Real Bedford, Stratford Town v Harborough Town [946,316,1249,479]
fixture-entry: WILTSHIRE SENIOR CUP: Warminster Town v Pewsey Vale [319,1784,622,1818]
fixture-entry: ISTHMIAN LEAGUE Premier: Cheshunt v St Albans City, Wingate & Finchley v Potters Bar Town. The Velocity Cup: Ramsgate v Hashtag United [6,1065,308,1132]
league-label: SPARTAN SOUTH MIDLANDS LEAGUE Premier: [319,751,622,785]
league-label: HELLENIC LEAGUE Premier: [6,1872,243,1890]
fixture-entry: NORTH WEST COUNTIES LEAGUE Division One North: AFC Blackpool v Droylsden, Nelson v Bacup Borough [633,138,935,188]
fixture-entry: SOUTHAMPTON SENIOR CUP: Millbrook v Downton [633,859,935,894]
league-label: Premier Challenge Cup [6,1533,308,1567]
league-label: UNITED COUNTIES LEAGUE Division One: [319,1155,622,1189]
league-label: WESSEX LEAGUE Premier: [633,558,851,576]
league-label: COMBINED COUNTIES LEAGUE Division One: [633,984,935,1019]
fixture-entry: ISLE OF WIGHT CUP: Newport (IoW) v East Cowes Victoria [319,1880,622,1915]
league-label: NORFOLK SENIOR CUP: [633,703,847,721]
fixture-entry: EASTERN COUNTIES LEAGUE Division One South: Burnham Ramblers v Coggeshall Town, Enfield Borough v NW London [319,2134,622,2201]
fixture-entry: NATIONAL LEAGUE: FC Halifax Town v Gateshead, Rochdale v Scunthorpe United, Sutton United v Woking, Wealdstone v Hartlepool United, Yeovil Town v Aldershot Town [6,404,308,486]
league-label: COMBINED COUNTIES LEAGUE Division One: [946,1880,1249,1915]
fixture-entry: NORTHERN PREMIER LEAGUE West: Shifnal Town v Bury FC [319,2005,622,2040]
league-label: NORTHERN LEAGUE Division One: [633,1243,935,1260]
league-label: SOUTHERN COMBINATION Premier [633,412,931,430]
fixture-entry: COMBINED COUNTIES LEAGUE Premier North: Holyport v Abingdon United, North Greenford United v Broadfields United, North Leigh v Windsor & Eton, Reading City v Kidlington, Virginia Water v Milton United. Premier Challenge Cup: Wallingford & Crowmarsh v Harefield United [6,1356,308,1470]
league-label: UNITED COUNTIES LEAGUE Premier North: [319,1009,622,1044]
fixture-entry: ISTHMIAN LEAGUE South Central: Southall v Ascot United [319,2070,622,2104]
league-label: SOMERSET PREMIER CUP: [319,1816,551,1834]
fixture-entry: WESTERN LEAGUE Division One: AEK Boco v Almondsbury, Avonmouth v Shirehampton. Les Phillips Cup: Cheddar v Wellington, Devizes Town v Bradford Town [319,1429,622,1512]
kickoff-note: Ko 7.45pm unless stated [319,1950,497,1969]
league-label: NORTH WEST COUNTIES LEAGUE Division One North: [633,138,935,172]
fixture-entry: UNITED COUNTIES LEAGUE League Cup: Hinckley AFC v Moulton [633,1275,935,1309]
fixture-entry: SOUTHERN LEAGUE Division One South: Swindon Supermarine v Brixham [6,230,308,265]
fixture-entry: NATIONAL LEAGUE SOUTH: Chelmsford City v Maidstone United [6,198,308,232]
kickoff-note: Ko 7.45pm unless stated [6,381,183,400]
league-label: SUSSEX SENIOR CUP: [319,1752,522,1770]
fixture-entry: OXFORDSHIRE SENIOR CUP: Easington Sports v Ardley United [319,1606,622,1641]
fixture-entry: NORTHERN PREMIER LEAGUE West: Clitheroe v Nantwich Town [6,806,308,841]
date-header: MONDAY, FEBRUARY 16 [6,94,308,122]
fixture-entry: EASTERN COUNTIES LEAGUE Division One South: Barkingside v Hutton [6,311,308,346]
fixture-entry: ISTHMIAN LEAGUE South East: Beckenham Town v Margate, Broadbridge Heath v Hassocks, Crowborough Athletic v Three Bridges, Deal Town v Hastings United, East Grinstead Town v Sheppey United, Eastbourne Town v AFC Whyteleafe, Erith Town v Ashford United, Herne Bay v AFC Croydon Athletic, Jersey Bulls v Faversham Town (ko 4pm), Merstham v VCD Athletic, Sittingbourne v Sevenoaks Town [946,1412,1249,1592]
fixture-entry: SOUTHERN COUNTIES EAST LEAGUE Premier: Erith & Belvedere v Bearsted [633,445,935,479]
fixture-entry: ISTHMIAN LEAGUE Premier: Aveley v Chichester City. The Velocity Cup: Redbridge v Crowborough Athletic [6,262,308,313]
league-label: NORTHERN PREMIER LEAGUE East: [633,2061,935,2079]
kickoff-note: Ko 3pm unless stated [633,1344,788,1363]
league-label: NORTH WEST COUNTIES LEAGUE Premier: [633,91,935,124]
fixture-entry: HELLENIC LEAGUE Division One: FC Stratford v Shortwood United [6,1936,308,1971]
league-label: SOUTHERN LEAGUE Division One Central: [946,638,1249,672]
league-label: ISTHMIAN LEAGUE North: [946,1106,1160,1124]
league-label: SOUTHERN LEAGUE Premier South: [946,477,1249,495]
fixture-entry: SOUTHERN LEAGUE Division One Central: Beaconsfield Town v Thame United, Biggleswade Town v Aylesbury United, Flackwell Heath v AFC Dunstable, Hertford Town v Barton Rovers, Leighton Town v Stotfold, Leverstock Green v Hitchin Town, London Lions v Biggleswade, Milton Keynes Irish v Rayners Lane, Ware v Northwood, Welwyn Garden City v Marlow [946,638,1249,785]
fixture-entry: SOUTHERN LEAGUE Division One Central: Hadley v Flackwell Heath, Leverstock Green v Welwyn Garden City [6,968,308,1019]
league-label: NORTHERN PREMIER LEAGUE Premier: [633,1899,935,1918]
league-label: WESSEX LEAGUE Division One: [633,590,935,608]
